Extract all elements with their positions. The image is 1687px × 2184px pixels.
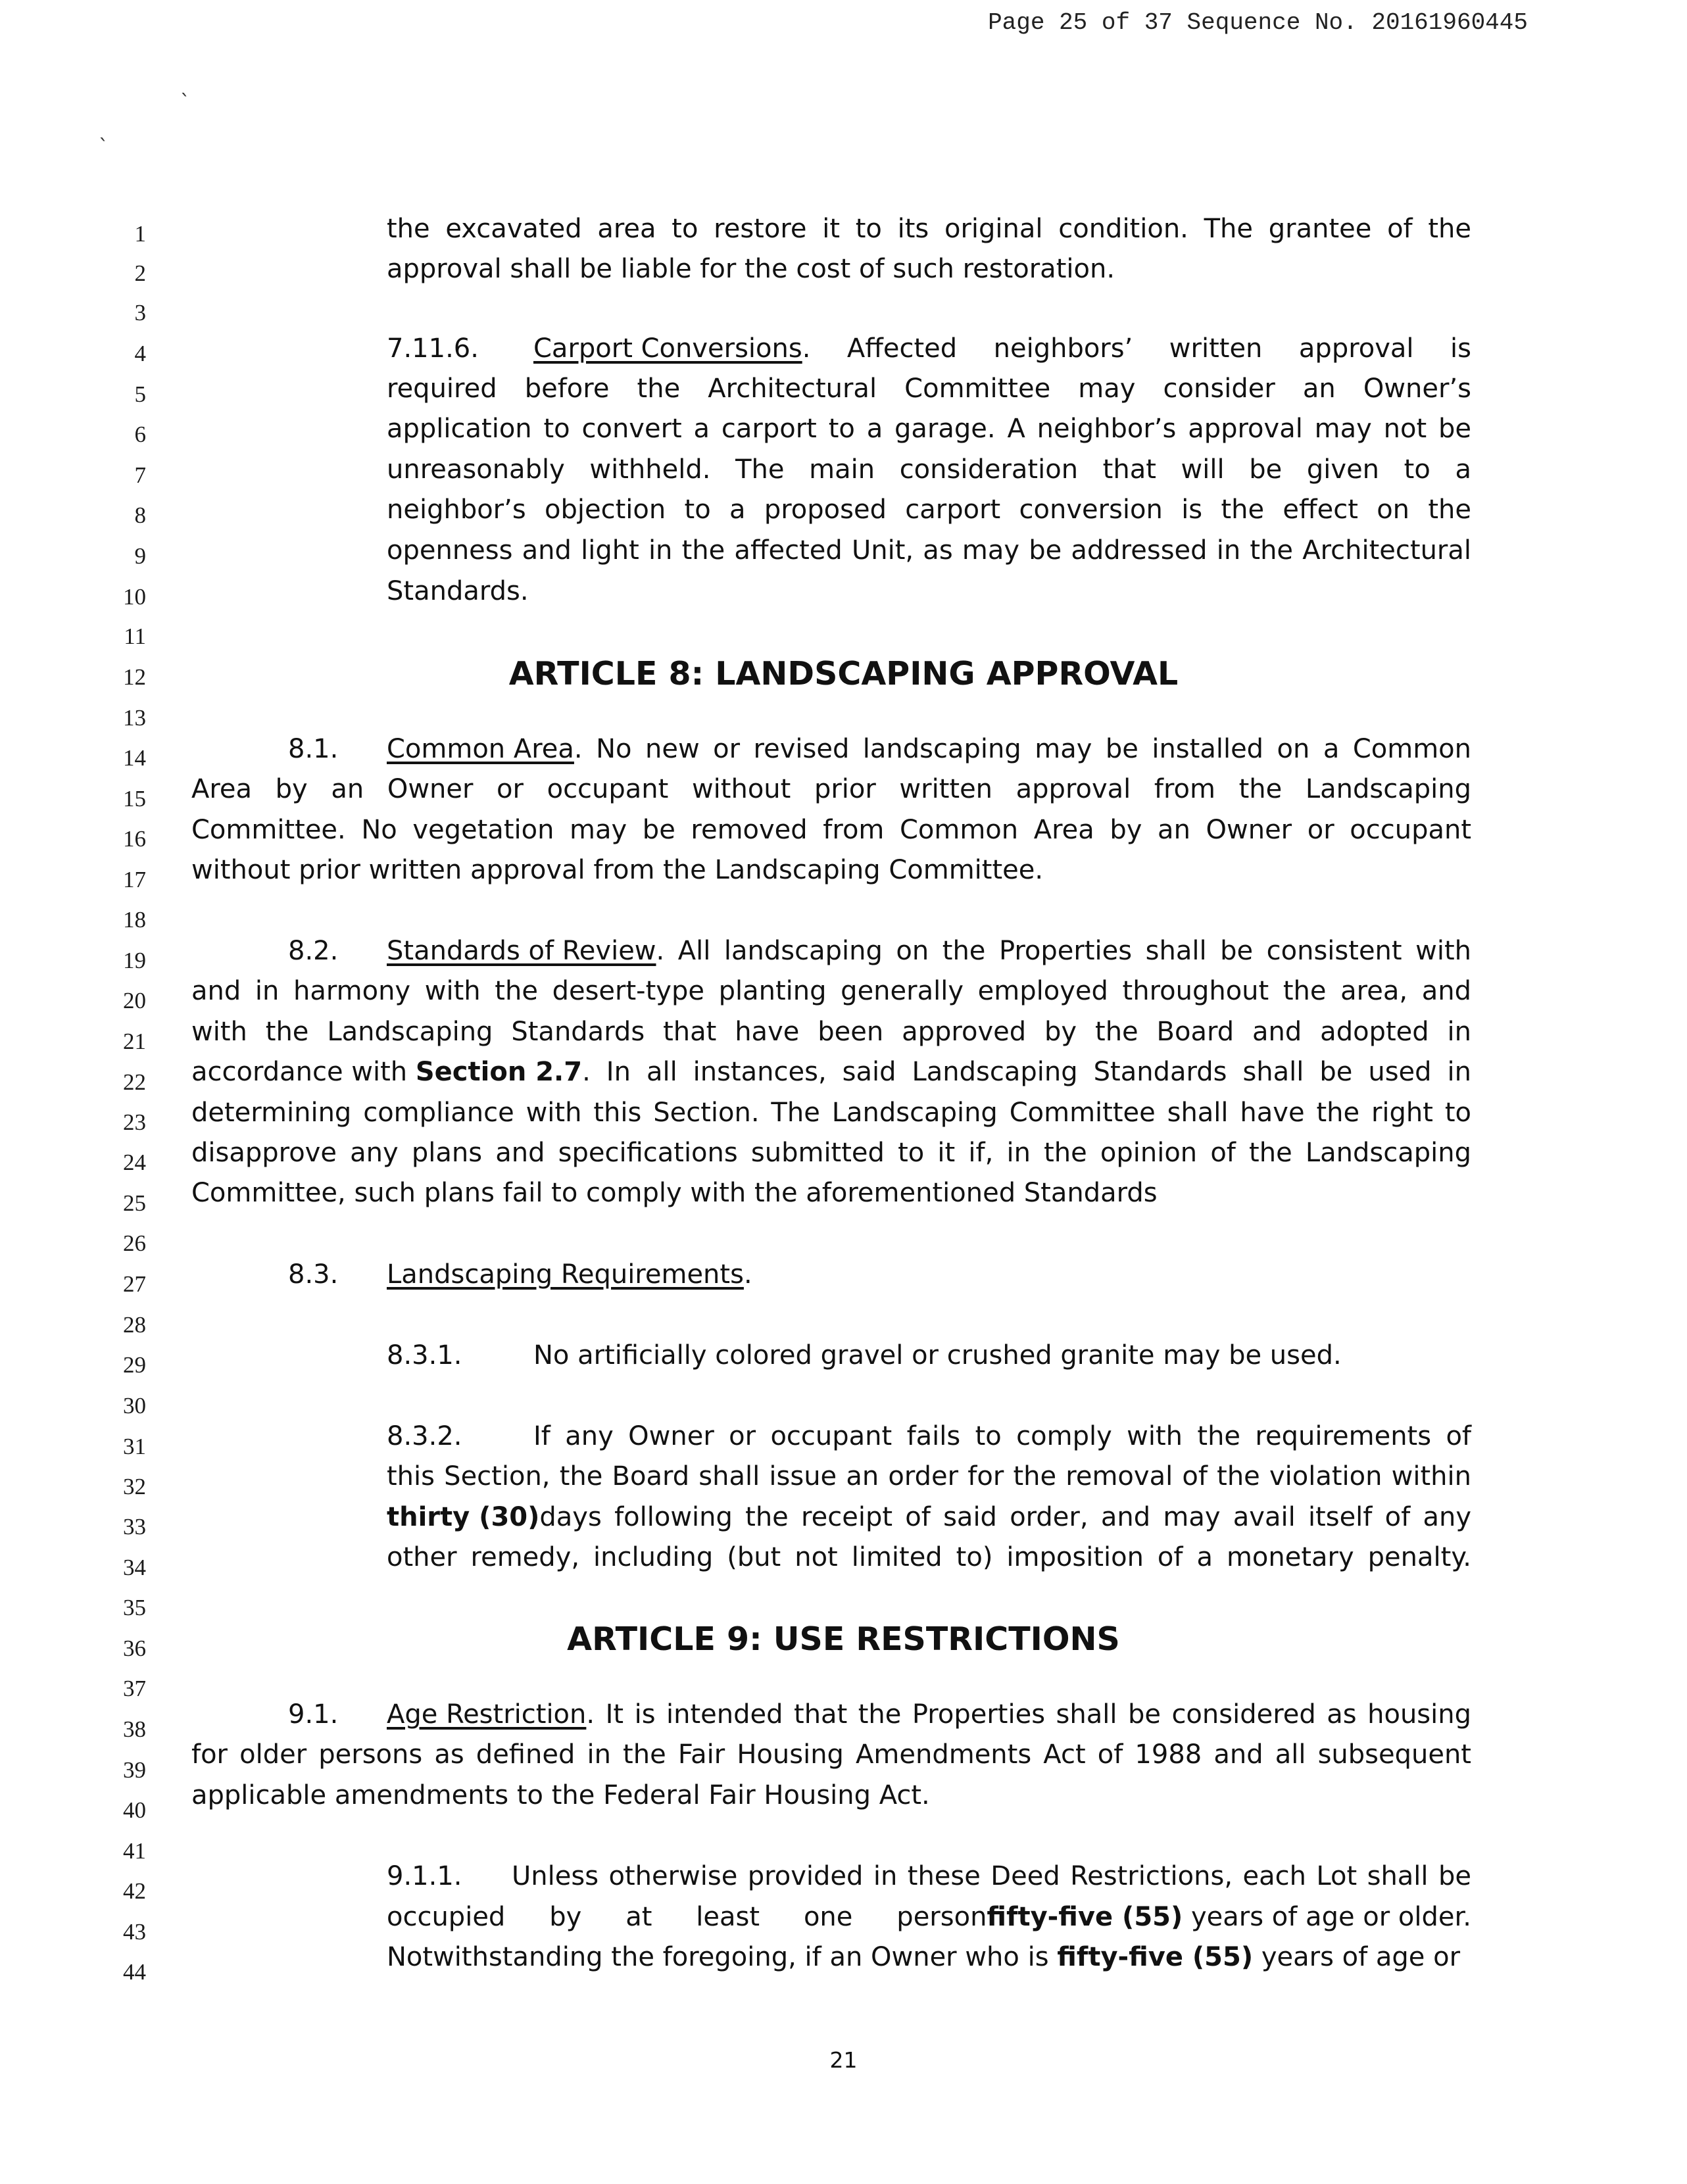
article-heading: ARTICLE 9: USE RESTRICTIONS: [567, 1620, 1120, 1658]
line-number: 35: [123, 1595, 146, 1620]
line-number: 8: [134, 502, 146, 528]
line-number: 36: [123, 1636, 146, 1661]
body-line: other remedy, including (but not limited to) imposition of a monetary penalty.: [387, 1542, 1471, 1572]
text-run: years of age or older.: [1183, 1902, 1471, 1932]
body-line: Area by an Owner or occupant without prior written approval from the Landscaping: [191, 774, 1471, 804]
line-number: 21: [123, 1029, 146, 1054]
line-number: 31: [123, 1434, 146, 1459]
section-reference: Section 2.7: [415, 1057, 583, 1087]
section-title-line: [387, 729, 1471, 769]
body-line: with the Landscaping Standards that have been approved by the Board and adopted in: [191, 1017, 1471, 1047]
line-number: 9: [134, 543, 146, 569]
section-title-line: [387, 931, 1471, 971]
line-number: 39: [123, 1757, 146, 1783]
section-title-line: [387, 1255, 752, 1295]
line-number: 4: [134, 341, 146, 366]
text-run: accordance with: [191, 1057, 416, 1087]
line-number: 29: [123, 1352, 146, 1378]
line-number: 38: [123, 1716, 146, 1742]
section-number: 7.11.6.: [387, 333, 479, 364]
emphasis: fifty-five (55): [1057, 1942, 1254, 1972]
text-run: . In all instances, said Landscaping Standards shall be used in: [582, 1057, 1471, 1087]
line-number: 26: [123, 1230, 146, 1256]
line-number: 5: [134, 381, 146, 407]
line-number: 15: [123, 786, 146, 812]
emphasis: thirty (30): [387, 1502, 540, 1532]
line-number: 18: [123, 907, 146, 933]
line-number: 43: [123, 1919, 146, 1945]
section-number: 8.2.: [288, 936, 339, 966]
body-line: required before the Architectural Committee may consider an Owner’s: [387, 374, 1471, 404]
line-number: 14: [123, 745, 146, 771]
section-number: 9.1.: [288, 1699, 339, 1730]
body-line: the excavated area to restore it to its original condition. The grantee of the: [387, 214, 1471, 244]
body-line-mixed: [387, 1897, 1471, 1937]
text-run: Notwithstanding the foregoing, if an Owner who is: [387, 1942, 1058, 1972]
line-number: 22: [123, 1069, 146, 1095]
body-line: disapprove any plans and specifications submitted to it if, in the opinion of the Landscaping: [191, 1138, 1471, 1168]
line-number: 7: [134, 462, 146, 488]
line-number: 25: [123, 1190, 146, 1216]
line-number: 27: [123, 1271, 146, 1297]
line-number: 11: [124, 623, 146, 649]
body-line-mixed: [387, 1497, 1471, 1538]
line-number: 42: [123, 1878, 146, 1904]
line-number: 20: [123, 988, 146, 1013]
body-line: application to convert a carport to a garage. A neighbor’s approval may not be: [387, 414, 1471, 444]
line-number: 16: [123, 826, 146, 852]
line-number: 37: [123, 1676, 146, 1701]
page-header: Page 25 of 37 Sequence No. 20161960445: [988, 9, 1528, 36]
line-number: 34: [123, 1555, 146, 1580]
body-line: and in harmony with the desert-type planting generally employed throughout the area, and: [191, 976, 1471, 1006]
section-title: Common Area: [387, 734, 574, 764]
line-number: 32: [123, 1474, 146, 1499]
body-line: No artificially colored gravel or crushed granite may be used.: [533, 1340, 1342, 1371]
section-text: . It is intended that the Properties shall be considered as housing: [586, 1699, 1471, 1730]
line-number: 28: [123, 1312, 146, 1338]
body-line: unreasonably withheld. The main consideration that will be given to a: [387, 454, 1471, 485]
emphasis: fifty-five (55): [987, 1902, 1183, 1932]
section-text: .: [743, 1259, 752, 1290]
text-run: years of age or: [1253, 1942, 1461, 1972]
body-line: Standards.: [387, 576, 529, 606]
line-number: 33: [123, 1514, 146, 1540]
scan-mark: `: [180, 91, 190, 114]
line-number: 2: [134, 260, 146, 286]
line-number: 23: [123, 1109, 146, 1135]
body-line: for older persons as defined in the Fair Housing Amendments Act of 1988 and all subsequent: [191, 1739, 1471, 1770]
body-line: Unless otherwise provided in these Deed Restrictions, each Lot shall be: [512, 1861, 1471, 1891]
section-title: Standards of Review: [387, 936, 656, 966]
section-title-line: [387, 1695, 1471, 1735]
scan-mark: `: [99, 135, 109, 158]
section-text: . Affected neighbors’ written approval is: [802, 333, 1471, 364]
line-number: 40: [123, 1797, 146, 1823]
line-number: 19: [123, 948, 146, 973]
section-title: Landscaping Requirements: [387, 1259, 744, 1290]
section-number: 9.1.1.: [387, 1861, 462, 1891]
body-line: openness and light in the affected Unit, as may be addressed in the Architectural: [387, 535, 1471, 566]
page-number: 21: [829, 2047, 858, 2073]
line-number: 6: [134, 422, 146, 447]
body-line: without prior written approval from the Landscaping Committee.: [191, 855, 1044, 885]
section-title: Carport Conversions: [533, 333, 802, 364]
body-line: Committee. No vegetation may be removed from Common Area by an Owner or occupant: [191, 815, 1471, 845]
line-number: 30: [123, 1393, 146, 1419]
line-number: 1: [134, 221, 146, 247]
body-line: Committee, such plans fail to comply with the aforementioned Standards: [191, 1178, 1158, 1208]
section-text: . No new or revised landscaping may be installed on a Common: [574, 734, 1471, 764]
line-number: 12: [123, 664, 146, 690]
body-line-mixed: [387, 1937, 1471, 1978]
line-number: 10: [123, 584, 146, 610]
line-number: 41: [123, 1838, 146, 1864]
section-number: 8.3.1.: [387, 1340, 462, 1371]
article-heading: ARTICLE 8: LANDSCAPING APPROVAL: [508, 655, 1179, 692]
line-number: 17: [123, 867, 146, 892]
line-number: 3: [134, 300, 146, 326]
line-number: 13: [123, 705, 146, 731]
section-number: 8.3.: [288, 1259, 339, 1290]
line-number: 24: [123, 1150, 146, 1175]
section-number: 8.3.2.: [387, 1421, 462, 1451]
line-number: 44: [123, 1959, 146, 1985]
section-number: 8.1.: [288, 734, 339, 764]
body-line: applicable amendments to the Federal Fair Housing Act.: [191, 1780, 930, 1810]
text-run: occupied by at least one person: [387, 1902, 987, 1932]
section-text: . All landscaping on the Properties shall be consistent with: [656, 936, 1471, 966]
body-line: neighbor’s objection to a proposed carport conversion is the effect on the: [387, 495, 1471, 525]
body-line: approval shall be liable for the cost of such restoration.: [387, 254, 1115, 284]
text-run: days following the receipt of said order, and may avail itself of any: [539, 1502, 1471, 1532]
body-line: If any Owner or occupant fails to comply with the requirements of: [533, 1421, 1471, 1451]
body-line: this Section, the Board shall issue an order for the removal of the violation within: [387, 1461, 1471, 1492]
section-title: Age Restriction: [387, 1699, 587, 1730]
section-title-line: [533, 329, 1471, 369]
body-line: determining compliance with this Section. The Landscaping Committee shall have the right to: [191, 1098, 1471, 1128]
body-line-mixed: [191, 1052, 1471, 1092]
